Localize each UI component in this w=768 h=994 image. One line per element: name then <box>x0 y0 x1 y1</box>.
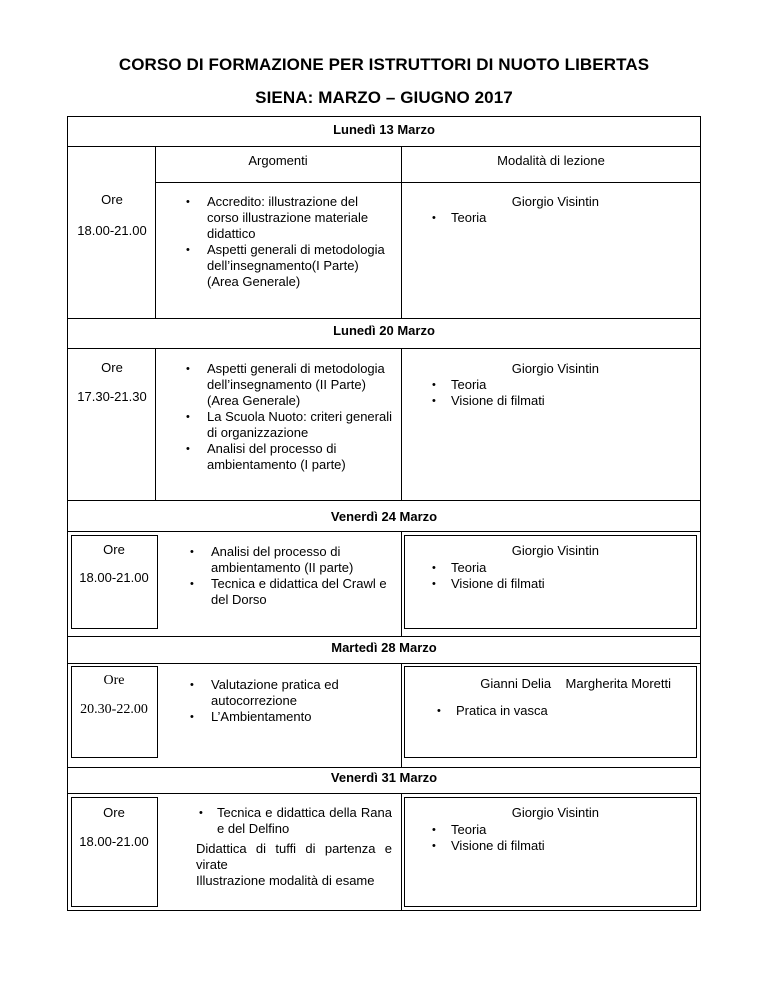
mode-item: • Teoria <box>428 822 688 838</box>
session-modes <box>428 560 688 592</box>
session-day-heading: Lunedì 20 Marzo <box>333 323 435 338</box>
topic-item: • Aspetti generali di metodologia dell’insegnamento (II Parte) (Area Generale) <box>182 361 392 409</box>
session-time: 20.30-22.00 <box>80 702 148 717</box>
mode-item: • Teoria <box>428 377 688 393</box>
session-ore-label: Ore <box>103 542 125 557</box>
session-topics <box>182 194 392 290</box>
session-ore-label: Ore <box>101 360 123 375</box>
session-modes <box>428 822 688 854</box>
session-teacher: Giorgio Visintin <box>511 543 599 558</box>
mode-item: • Visione di filmati <box>428 838 688 854</box>
topic-item: • Aspetti generali di metodologia dell’insegnamento(I Parte) (Area Generale) <box>182 242 392 290</box>
session-teacher: Giorgio Visintin <box>511 194 599 209</box>
document-subtitle: SIENA: MARZO – GIUGNO 2017 <box>255 88 513 107</box>
session-day-heading: Lunedì 13 Marzo <box>333 122 435 137</box>
session-day-heading: Martedì 28 Marzo <box>331 640 437 655</box>
topic-item: • Analisi del processo di ambientamento (II parte) <box>186 544 396 576</box>
mode-item: • Teoria <box>428 560 688 576</box>
session-modes <box>428 210 688 226</box>
column-header-topics: Argomenti <box>248 153 308 168</box>
session-topics <box>186 544 396 608</box>
mode-item: • Pratica in vasca <box>433 703 683 719</box>
session-modes <box>428 377 688 409</box>
session-day-heading: Venerdì 24 Marzo <box>330 509 438 524</box>
topic-item: • La Scuola Nuoto: criteri generali di organizzazione <box>182 409 392 441</box>
session-teacher: Gianni Delia Margherita Moretti <box>480 676 671 691</box>
topic-item: • Tecnica e didattica della Rana e del Delfino <box>195 805 392 837</box>
session-teacher: Giorgio Visintin <box>511 361 599 376</box>
session-topics <box>186 677 396 725</box>
session-modes <box>433 703 683 719</box>
mode-item: • Visione di filmati <box>428 393 688 409</box>
topic-item: • L’Ambientamento <box>186 709 396 725</box>
session-time: 18.00-21.00 <box>79 834 149 849</box>
topic-item: • Analisi del processo di ambientamento (I parte) <box>182 441 392 473</box>
topic-item: • Tecnica e didattica del Crawl e del Dorso <box>186 576 396 608</box>
session-topics <box>182 361 392 473</box>
mode-item: • Visione di filmati <box>428 576 688 592</box>
topic-item: • Valutazione pratica ed autocorrezione <box>186 677 396 709</box>
session-teacher: Giorgio Visintin <box>511 805 599 820</box>
topic-extra-line: Didattica di tuffi di partenza e virate <box>196 841 392 872</box>
session-ore-label: Ore <box>101 192 123 207</box>
session-time: 18.00-21.00 <box>77 223 147 238</box>
document-title: CORSO DI FORMAZIONE PER ISTRUTTORI DI NUOTO LIBERTAS <box>118 55 650 74</box>
topic-extra-line: Illustrazione modalità di esame <box>196 873 375 888</box>
session-ore-label: Ore <box>103 805 125 820</box>
mode-item: • Teoria <box>428 210 688 226</box>
session-day-heading: Venerdì 31 Marzo <box>330 770 438 785</box>
session-ore-label: Ore <box>103 673 125 688</box>
session-topics <box>195 805 392 837</box>
topic-item: • Accredito: illustrazione del corso illustrazione materiale didattico <box>182 194 392 242</box>
session-time: 17.30-21.30 <box>77 389 147 404</box>
session-time: 18.00-21.00 <box>79 570 149 585</box>
column-header-mode: Modalità di lezione <box>497 153 605 168</box>
